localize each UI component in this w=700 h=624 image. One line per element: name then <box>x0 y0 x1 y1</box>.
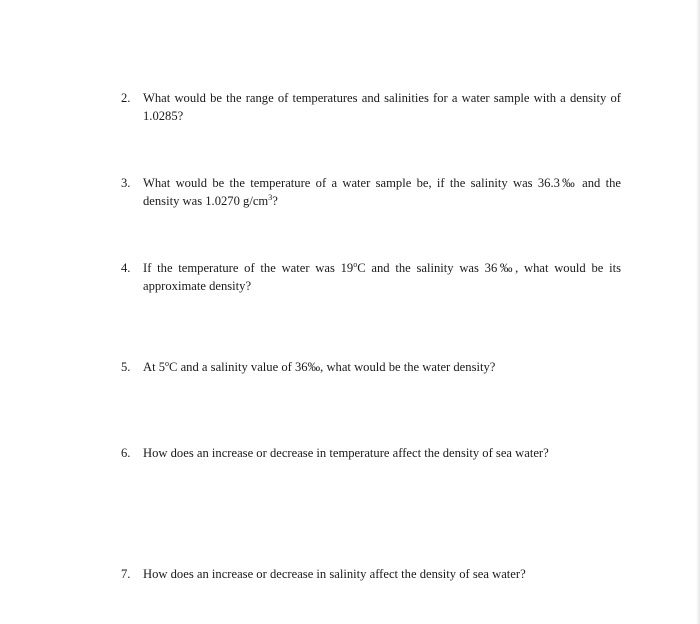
degree-superscript: o <box>353 259 358 269</box>
question-text: How does an increase or decrease in salinity affect the density of sea water? <box>143 567 526 581</box>
question-3 <box>121 174 621 210</box>
question-5 <box>121 358 621 376</box>
question-text-part: ? <box>272 194 278 208</box>
question-number: 2. <box>121 91 131 105</box>
question-text <box>143 259 621 295</box>
question-text-part: At 5 <box>143 360 166 374</box>
question-text-part: C and a salinity value of 36‰, what would be the water density? <box>169 360 496 374</box>
question-4 <box>121 259 621 295</box>
question-number: 6. <box>121 446 131 460</box>
question-text: How does an increase or decrease in temperature affect the density of sea water? <box>143 446 549 460</box>
question-text: What would be the range of temperatures and salinities for a water sample with a density of 1.0285? <box>143 91 621 123</box>
question-number: 3. <box>121 176 131 190</box>
page-edge-shadow <box>696 0 700 624</box>
question-7 <box>121 565 621 583</box>
question-text <box>143 358 621 376</box>
question-text-part: What would be the temperature of a water sample be, if the salinity was 36.3‰ and the density was 1.0270 g/cm <box>143 176 621 208</box>
question-number: 4. <box>121 261 131 275</box>
question-6 <box>121 444 621 462</box>
degree-superscript: o <box>165 358 170 368</box>
question-text <box>143 174 621 210</box>
question-number: 7. <box>121 567 131 581</box>
question-2 <box>121 89 621 125</box>
question-text-part: If the temperature of the water was 19 <box>143 261 354 275</box>
superscript: 3 <box>268 192 273 202</box>
question-text-part: C and the salinity was 36‰, what would be its approximate density? <box>143 261 621 293</box>
question-number: 5. <box>121 360 131 374</box>
